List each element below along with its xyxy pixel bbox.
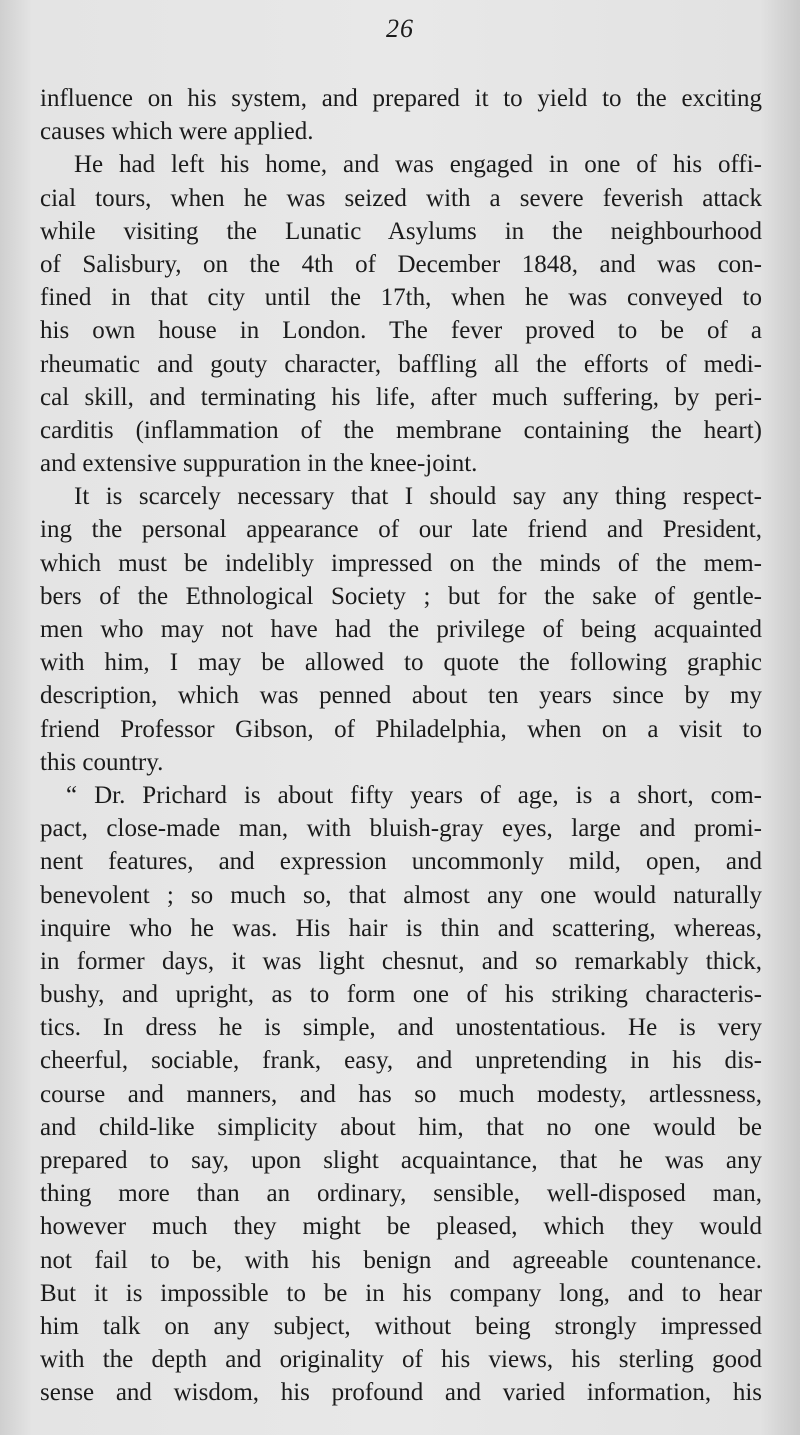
text-line: while visiting the Lunatic Asylums in the neighbourhood — [40, 217, 762, 245]
text-line: friend Professor Gibson, of Philadelphia, when on a visit to — [40, 715, 762, 743]
text-line: It is scarcely necessary that I should say any thing respect- — [74, 483, 762, 511]
text-line: prepared to say, upon slight acquaintance, that he was any — [40, 1147, 762, 1174]
text-line: cial tours, when he was seized with a severe feverish attack — [40, 184, 762, 212]
text-line: He had left his home, and was engaged in one of his offi- — [74, 151, 762, 179]
text-line: thing more than an ordinary, sensible, well-disposed man, — [40, 1180, 762, 1208]
text-line: this country. — [40, 748, 164, 776]
text-line: with him, I may be allowed to quote the following graphic — [40, 649, 762, 677]
text-line: not fail to be, with his benign and agreeable countenance. — [40, 1246, 762, 1274]
text-line: in former days, it was light chesnut, and so remarkably thick, — [40, 947, 762, 975]
body-text — [40, 82, 762, 1410]
text-line: him talk on any subject, without being strongly impressed — [40, 1312, 762, 1340]
text-line: course and manners, and has so much modesty, artlessness, — [40, 1080, 762, 1108]
text-line: cal skill, and terminating his life, after much suffering, by peri- — [40, 383, 762, 411]
text-line: nent features, and expression uncommonly mild, open, and — [40, 848, 762, 876]
text-line: But it is impossible to be in his company long, and to hear — [40, 1279, 762, 1307]
text-line: bushy, and upright, as to form one of his striking characteris- — [40, 981, 762, 1009]
text-line: of Salisbury, on the 4th of December 1848, and was con- — [40, 250, 762, 278]
text-line: carditis (inflammation of the membrane containing the heart) — [40, 416, 762, 444]
text-line: inquire who he was. His hair is thin and scattering, whereas, — [40, 914, 762, 942]
text-line: causes which were applied. — [40, 118, 314, 146]
text-line: benevolent ; so much so, that almost any one would naturally — [40, 881, 762, 909]
text-line: ing the personal appearance of our late friend and President, — [40, 516, 762, 544]
text-line: influence on his system, and prepared it to yield to the exciting — [40, 85, 762, 112]
text-line: however much they might be pleased, which they would — [40, 1213, 762, 1241]
text-line: fined in that city until the 17th, when he was conveyed to — [40, 284, 762, 312]
text-line: pact, close-made man, with bluish-gray eyes, large and promi- — [40, 815, 762, 843]
text-line: with the depth and originality of his views, his sterling good — [40, 1346, 762, 1374]
text-line: bers of the Ethnological Society ; but for the sake of gentle- — [40, 582, 762, 610]
text-line: and child-like simplicity about him, that no one would be — [40, 1113, 762, 1141]
text-line: cheerful, sociable, frank, easy, and unpretending in his dis- — [40, 1047, 762, 1075]
text-line: “ Dr. Prichard is about fifty years of age, is a short, com- — [66, 781, 762, 809]
text-line: tics. In dress he is simple, and unostentatious. He is very — [40, 1014, 762, 1042]
text-line: rheumatic and gouty character, baffling all the efforts of medi- — [40, 350, 762, 378]
text-line: and extensive suppuration in the knee-joint. — [40, 450, 478, 478]
text-line: description, which was penned about ten years since by my — [40, 682, 762, 710]
text-line: his own house in London. The fever proved to be of a — [40, 317, 762, 345]
text-line: which must be indelibly impressed on the minds of the mem- — [40, 549, 762, 577]
text-line: men who may not have had the privilege of being acquainted — [40, 616, 762, 643]
page-number: 26 — [386, 14, 414, 43]
text-line: sense and wisdom, his profound and varied information, his — [40, 1379, 762, 1407]
